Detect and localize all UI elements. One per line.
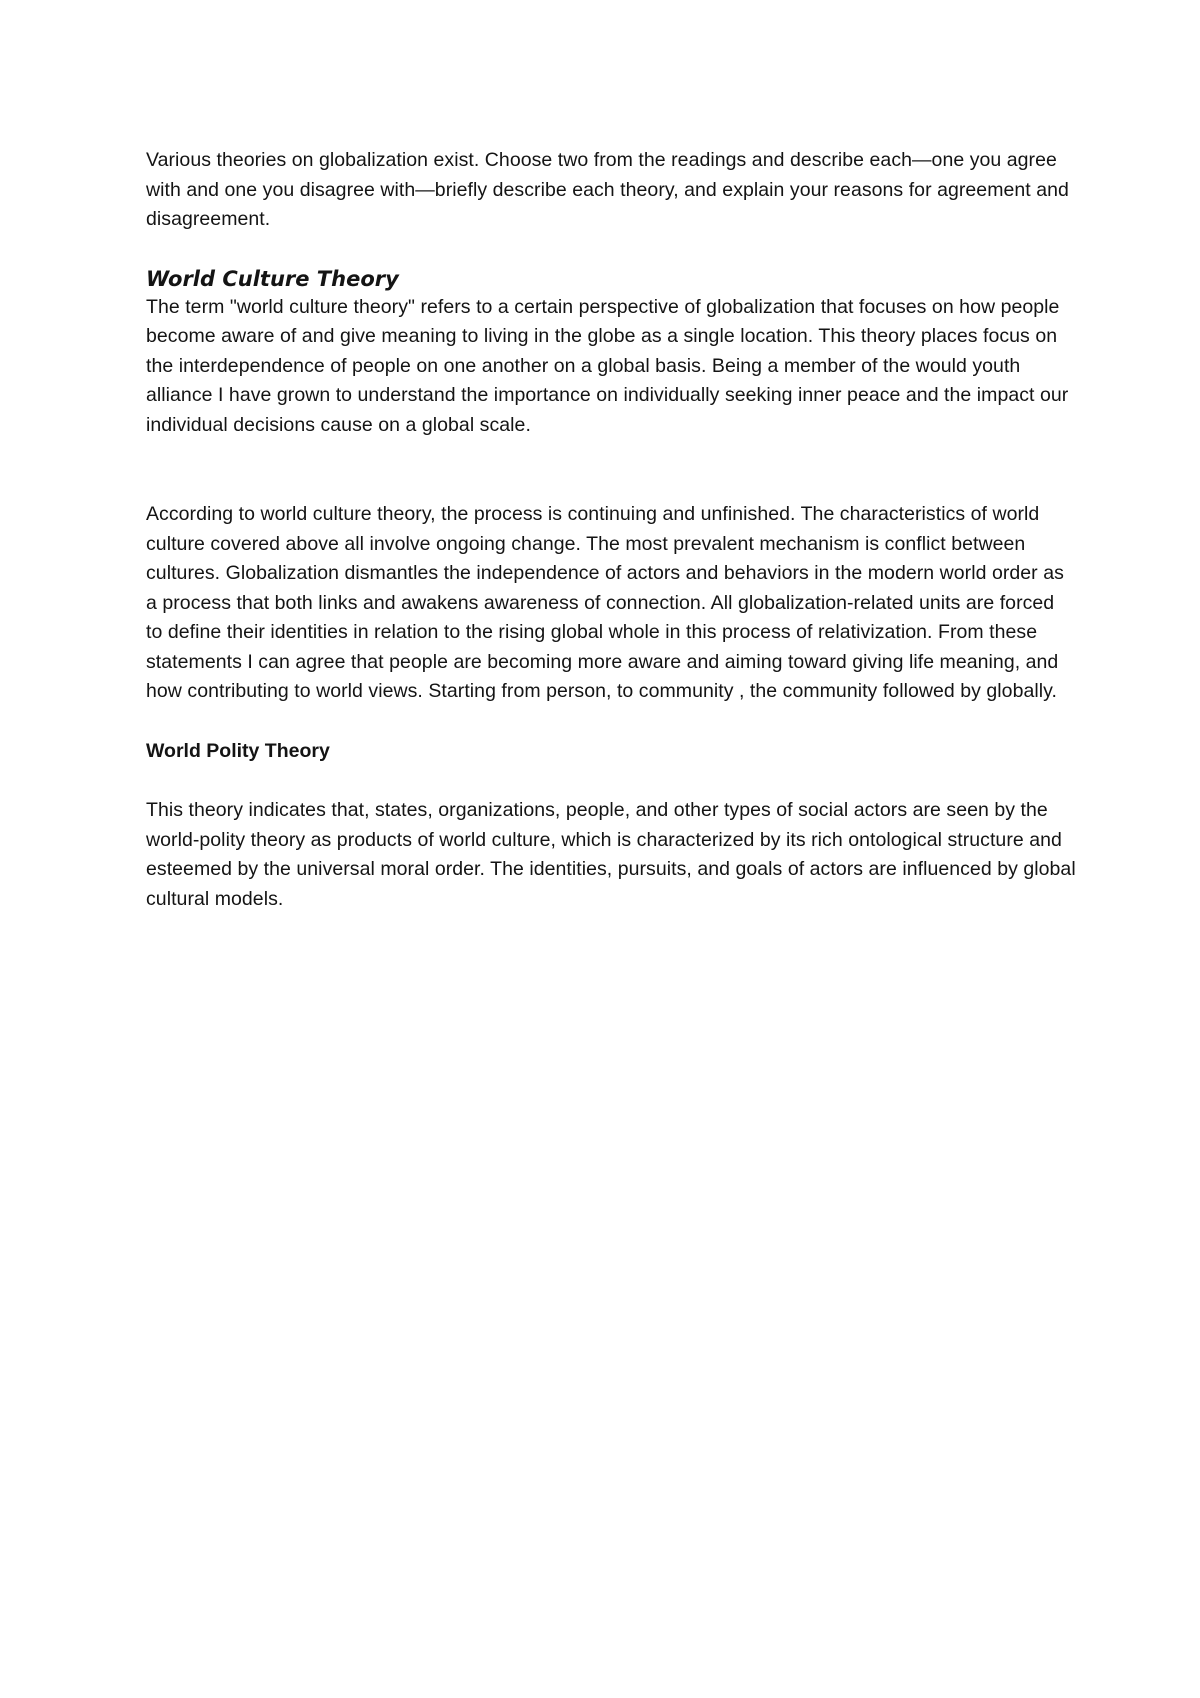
world-culture-paragraph-2: According to world culture theory, the process is continuing and unfinished. The characteristics of world culture covered above all involve ongoing change. The most prevalent mechanism is conflict between cultures. Globalization dismantles the independence of actors and behaviors in the modern world order as a process that both links and awakens awareness of connection. All globalization-related units are forced to define their identities in relation to the rising global whole in this process of relativization. From these statements I can agree that people are becoming more aware and aiming toward giving life meaning, and how contributing to world views. Starting from person, to community , the community followed by globally. [146, 503, 1064, 702]
section-heading-world-polity-theory: World Polity Theory [146, 739, 330, 762]
spacer [146, 766, 1076, 796]
assignment-prompt: Various theories on globalization exist. Choose two from the readings and describe each—one you agree with and one you disagree with—briefly describe each theory, and explain your reasons for agreement and disagreement. [146, 149, 1069, 230]
world-polity-paragraph-1: This theory indicates that, states, organizations, people, and other types of social actors are seen by the world-polity theory as products of world culture, which is characterized by its rich ontological structure and esteemed by the universal moral order. The identities, pursuits, and goals of actors are influenced by global cultural models. [146, 799, 1076, 910]
spacer [146, 235, 1076, 265]
world-culture-paragraph-1: The term "world culture theory" refers to a certain perspective of globalization that focuses on how people become aware of and give meaning to living in the globe as a single location. This theory places focus on the interdependence of people on one another on a global basis. Being a member of the would youth alliance I have grown to understand the importance on individually seeking inner peace and the impact our individual decisions cause on a global scale. [146, 295, 1069, 436]
document-body [146, 146, 1076, 914]
spacer [146, 440, 1076, 500]
spacer [146, 707, 1076, 737]
section-heading-world-culture-theory: World Culture Theory [146, 266, 399, 291]
